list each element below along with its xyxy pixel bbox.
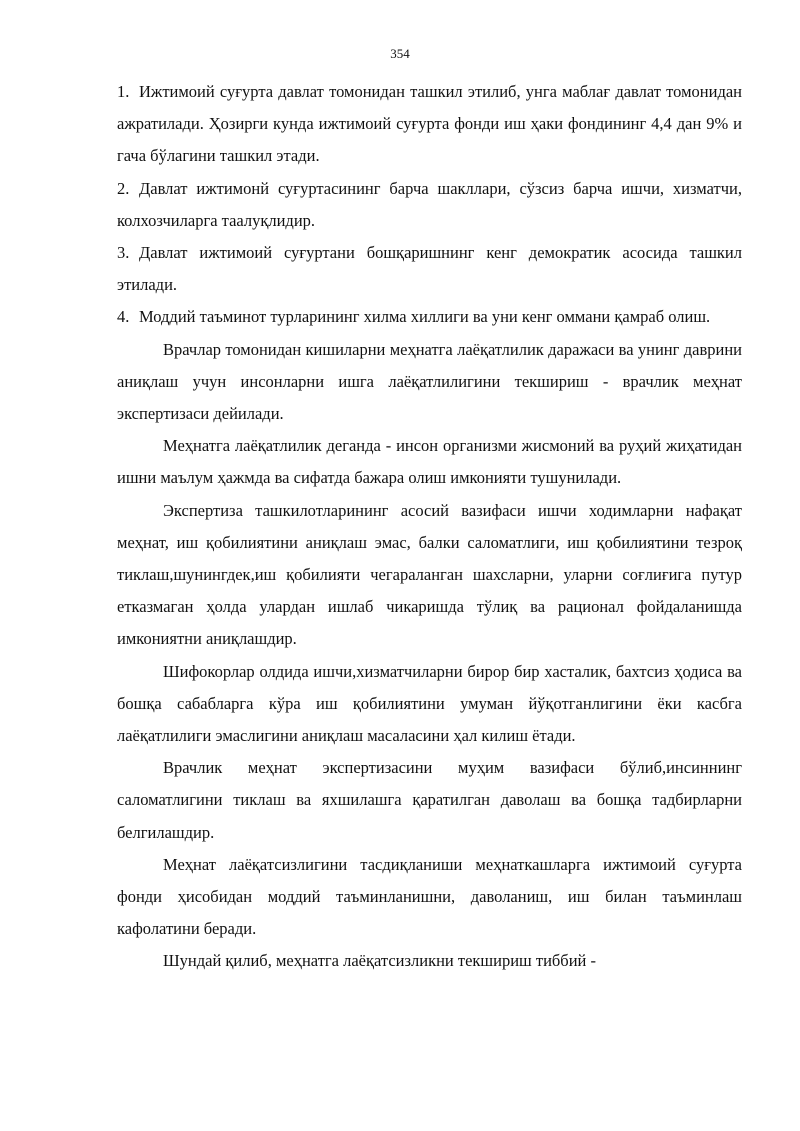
body-paragraph: Меҳнат лаёқатсизлигини тасдиқланиши меҳнаткашларга ижтимоий суғурта фонди ҳисобидан моддий таъминланишни, даволаниш, иш билан таъминлаш кафолатини беради. (117, 854, 742, 939)
body-paragraph: Врачлар томонидан кишиларни меҳнатга лаёқатлилик даражаси ва унинг даврини аниқлаш учун инсонларни ишга лаёқатлилигини текшириш - врачлик меҳнат экспертизаси дейилади. (117, 339, 742, 424)
item-number: 1. (117, 82, 130, 101)
body-paragraph: Шундай қилиб, меҳнатга лаёқатсизликни текшириш тиббий - (163, 951, 596, 971)
item-number: 2. (117, 178, 130, 198)
item-number: 3. (117, 243, 130, 263)
body-paragraph: Экспертиза ташкилотларининг асосий вазифаси ишчи ходимларни нафақат меҳнат, иш қобилиятини аниқлаш эмас, балки саломатлиги, иш қобилиятини тезроқ тиклаш,шунингдек,иш қобилияти чегараланган шахсларни, уларни соғлиғига путур етказмаган ҳолда улардан ишлаб чикаришда тўлиқ ва рационал фойдаланишда имкониятни аниқлашдир. (117, 500, 742, 649)
body-paragraph: Врачлик меҳнат экспертизасини муҳим вазифаси бўлиб,инсиннинг саломатлигини тиклаш ва яхшилашга қаратилган даволаш ва бошқа тадбирларни белгилашдир. (117, 758, 742, 842)
item-text: Моддий таъминот турларининг хилма хиллиги ва уни кенг оммани қамраб олиш. (139, 307, 711, 327)
page-number: 354 (390, 46, 410, 61)
item-text: Ижтимоий суғурта давлат томонидан ташкил этилиб, унга маблағ давлат томонидан ажратилади. Ҳозирги кунда ижтимоий суғурта фонди иш ҳаки фондининг 4,4 дан 9% и гача бўлагини ташкил этади. (117, 82, 742, 166)
numbered-item-4 (117, 301, 742, 333)
numbered-item-3 (117, 237, 742, 301)
numbered-item-1 (117, 76, 742, 173)
body-paragraph: Шифокорлар олдида ишчи,хизматчиларни бирор бир хасталик, бахтсиз ҳодиса ва бошқа сабабларга кўра иш қобилиятини умуман йўқотганлигини ёки касбга лаёқатлилиги эмаслигини аниқлаш масаласини ҳал килиш ётади. (117, 661, 742, 746)
body-paragraph: Меҳнатга лаёқатлилик деганда - инсон организми жисмоний ва руҳий жиҳатидан ишни маълум ҳажмда ва сифатда бажара олиш имконияти тушунилади. (117, 436, 742, 488)
item-text: Давлат ижтимонй суғуртасининг барча шакллари, сўзсиз барча ишчи, хизматчи, колхозчиларга таалуқлидир. (117, 178, 742, 230)
numbered-item-2 (117, 173, 742, 237)
item-text: Давлат ижтимоий суғуртани бошқаришнинг кенг демократик асосида ташкил этилади. (117, 243, 742, 295)
page-body (117, 76, 742, 978)
item-number: 4. (117, 307, 130, 327)
